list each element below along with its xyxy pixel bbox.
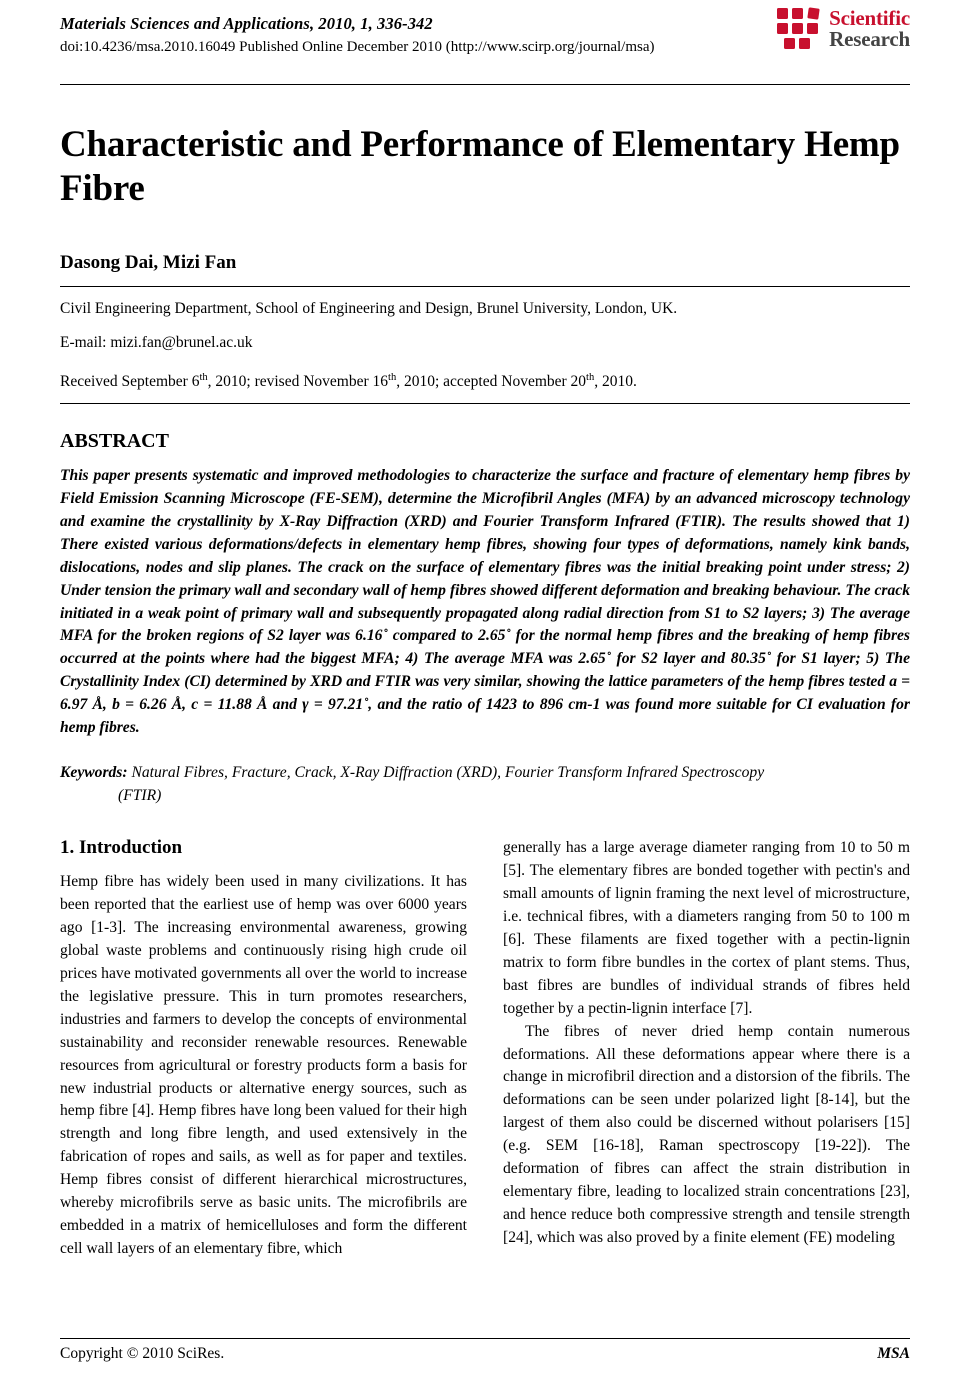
keywords-label: Keywords:: [60, 764, 128, 782]
abstract-text: This paper presents systematic and improved methodologies to characterize the surface and fracture of elementary hemp fibres by Field Emission Scanning Microscope (FE-SEM), determine the Microfibril Angles (MFA) by an advanced microscopy technology and examine the crystallinity by X-Ray Diffraction (XRD) and Fourier Transform Infrared (FTIR). The results showed that 1) There existed various deformations/defects in elementary hemp fibres, showing four types of deformations, namely kink bands, dislocations, nodes and slip planes. The crack on the surface of elementary fibres was the initial breaking point under stress; 2) Under tension the primary wall and secondary wall of hemp fibres showed different deformation and breaking behaviour. The crack initiated in a weak point of primary wall and subsequently propagated along radial direction from S1 to S2 layers; 3) The average MFA for the broken regions of S2 layer was 6.16˚ compared to 2.65˚ for the normal hemp fibres and the breaking of hemp fibres occurred at the points where had the biggest MFA; 4) The average MFA was 2.65˚ for S2 layer and 80.35˚ for S1 layer; 5) The Crystallinity Index (CI) determined by XRD and FTIR was very similar, showing the lattice parameters of the hemp fibres tested a = 6.97 Å, b = 6.26 Å, c = 11.88 Å and γ = 97.21˚, and the ratio of 1423 to 896 cm-1 was found more suitable for CI evaluation for hemp fibres.: [60, 466, 910, 737]
body-columns: [60, 837, 910, 1261]
column-right: [503, 837, 910, 1261]
logo-line-2: Research: [829, 27, 910, 51]
journal-abbreviation: MSA: [877, 1345, 910, 1362]
logo-text: [829, 8, 910, 50]
doi-line: doi:10.4236/msa.2010.16049 Published Online December 2010 (http://www.scirp.org/journal/msa): [60, 39, 655, 55]
dates-sup-2: th: [388, 371, 397, 383]
keywords-line-1: Natural Fibres, Fracture, Crack, X-Ray Diffraction (XRD), Fourier Transform Infrared Spectroscopy: [131, 764, 765, 782]
column-left: [60, 837, 467, 1261]
affiliation: Civil Engineering Department, School of Engineering and Design, Brunel University, London, UK.: [60, 300, 678, 318]
scirp-flower-icon: [775, 6, 821, 52]
dates-sup-3: th: [586, 371, 595, 383]
paragraph: Hemp fibre has widely been used in many civilizations. It has been reported that the earliest use of hemp was over 6000 years ago [1-3]. The increasing environmental awareness, growing global waste problems and continuously rising high crude oil prices have motivated governments all over the world to increase the legislative pressure. This in turn promotes researchers, industries and farmers to develop the concepts of environmental sustainability and reconsider renewable resources. Renewable resources from agricultural or forestry products form a basis for new industrial products or alternative energy sources, such as hemp fibre [4]. Hemp fibres have long been valued for their high strength and long fibre length, and used extensively in the fabrication of ropes and sails, as well as for paper and textiles. Hemp fibres consist of different hierarchical microstructures, whereby microfibrils serve as basic units. The microfibrils are embedded in a matrix of hemicelluloses and form the different cell wall layers of an elementary fibre, which: [60, 873, 467, 1257]
paragraph: generally has a large average diameter ranging from 10 to 50 m [5]. The elementary fibres are bonded together with pectin's and small amounts of lignin framing the next level of microstructure, i.e. technical fibres, with a diameters ranging from 50 to 100 m [6]. These filaments are fixed together with a pectin-lignin matrix to form fibre bundles in the cortex of plant stems. Thus, bast fibres are bundles of individual strands of fibres held together by a pectin-lignin interface [7].: [503, 839, 910, 1017]
journal-citation-line: Materials Sciences and Applications, 2010, 1, 336-342: [60, 14, 433, 33]
paragraph: The fibres of never dried hemp contain numerous deformations. All these deformations appear where there is a change in microfibril direction and a distorsion of the fibrils. The deformations can be seen under polarized light [8-14], but the largest of them also could be discerned without polarisers [15] (e.g. SEM [16-18], Raman spectroscopy [19-22]). The deformation of fibres can affect the strain distribution in elementary fibre, leading to localized strain concentrations [23], and hence reduce both compressive strength and tensile strength [24], which was also proved by a finite element (FE) modeling: [503, 1022, 910, 1246]
section-heading-introduction: 1. Introduction: [60, 837, 183, 859]
copyright-text: Copyright © 2010 SciRes.: [60, 1345, 225, 1362]
footer-divider: [60, 1338, 910, 1339]
abstract-heading: ABSTRACT: [60, 429, 169, 452]
page-header: [60, 0, 910, 72]
dates-mid-1: , 2010; revised November 16: [207, 372, 389, 390]
author-email: E-mail: mizi.fan@brunel.ac.uk: [60, 333, 253, 351]
dates-prefix: Received September 6: [60, 372, 200, 390]
dates-sup-1: th: [199, 371, 208, 383]
footer-row: [60, 1345, 910, 1363]
page-footer: [60, 1338, 910, 1363]
keywords-line-2: (FTIR): [118, 786, 162, 804]
author-list: Dasong Dai, Mizi Fan: [60, 252, 237, 274]
page-content: [60, 0, 910, 1261]
dates-suffix: , 2010.: [594, 372, 637, 390]
header-left: [60, 14, 700, 56]
keywords-block: [60, 762, 910, 807]
header-divider: [60, 84, 910, 85]
logo-line-1: Scientific: [829, 6, 910, 30]
submission-dates: [60, 372, 910, 391]
dates-divider: [60, 403, 910, 404]
page-title: Characteristic and Performance of Elementary Hemp Fibre: [60, 124, 900, 209]
publisher-logo: [775, 6, 910, 52]
dates-mid-2: , 2010; accepted November 20: [396, 372, 587, 390]
author-divider: [60, 286, 910, 287]
